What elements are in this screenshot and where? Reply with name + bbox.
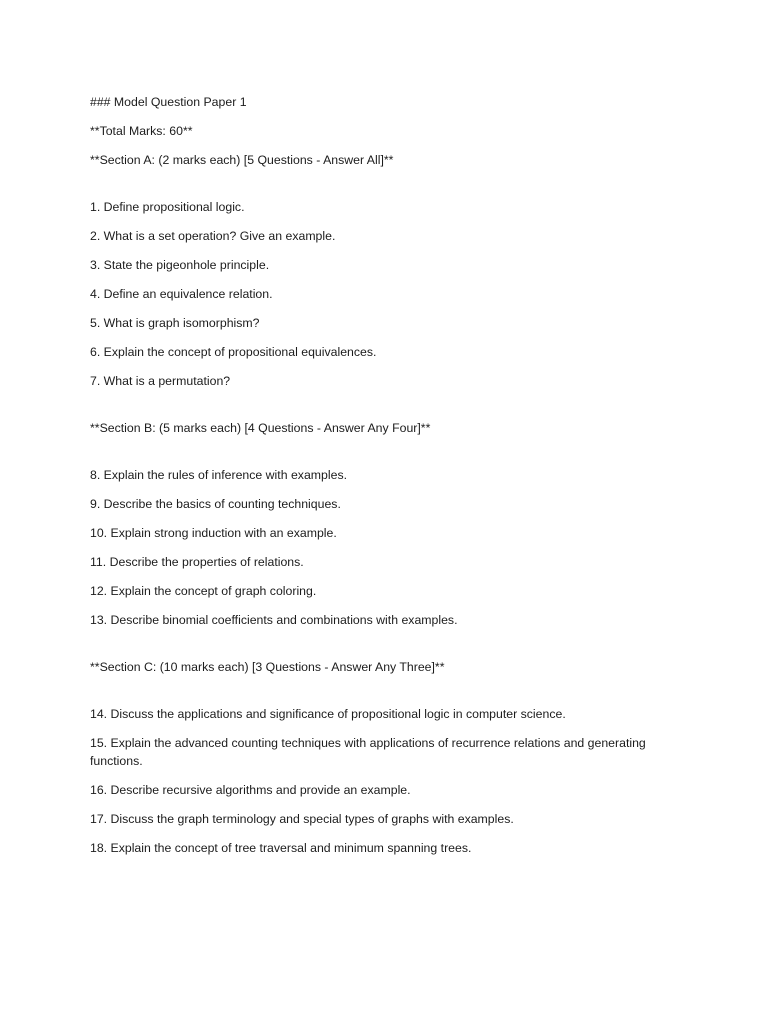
question-item: 7. What is a permutation?: [90, 374, 231, 388]
question-item: 13. Describe binomial coefficients and combinations with examples.: [90, 613, 458, 627]
question-item: 9. Describe the basics of counting techniques.: [90, 497, 341, 511]
question-item: 10. Explain strong induction with an example.: [90, 526, 337, 540]
question-item: 11. Describe the properties of relations.: [90, 555, 304, 569]
section-c-header: **Section C: (10 marks each) [3 Questions - Answer Any Three]**: [90, 660, 445, 674]
question-item: 15. Explain the advanced counting techniques with applications of recurrence relations and generating functions.: [90, 736, 646, 768]
question-item: 8. Explain the rules of inference with examples.: [90, 468, 348, 482]
question-item: 12. Explain the concept of graph coloring.: [90, 584, 317, 598]
question-item: 1. Define propositional logic.: [90, 200, 245, 214]
spacer: [90, 448, 680, 466]
question-item: 2. What is a set operation? Give an example.: [90, 229, 336, 243]
spacer: [90, 180, 680, 198]
section-b-header: **Section B: (5 marks each) [4 Questions - Answer Any Four]**: [90, 421, 431, 435]
spacer: [90, 687, 680, 705]
question-item: 18. Explain the concept of tree traversal and minimum spanning trees.: [90, 841, 472, 855]
question-item: 14. Discuss the applications and significance of propositional logic in computer science.: [90, 707, 566, 721]
question-item: 4. Define an equivalence relation.: [90, 287, 273, 301]
question-item: 3. State the pigeonhole principle.: [90, 258, 270, 272]
section-a-header: **Section A: (2 marks each) [5 Questions - Answer All]**: [90, 153, 394, 167]
spacer: [90, 640, 680, 658]
question-item: 5. What is graph isomorphism?: [90, 316, 260, 330]
question-item: 6. Explain the concept of propositional equivalences.: [90, 345, 377, 359]
total-marks: **Total Marks: 60**: [90, 124, 193, 138]
question-item: 17. Discuss the graph terminology and special types of graphs with examples.: [90, 812, 514, 826]
paper-heading: ### Model Question Paper 1: [90, 95, 247, 109]
question-item: 16. Describe recursive algorithms and provide an example.: [90, 783, 411, 797]
spacer: [90, 401, 680, 419]
document-body: [90, 93, 680, 868]
